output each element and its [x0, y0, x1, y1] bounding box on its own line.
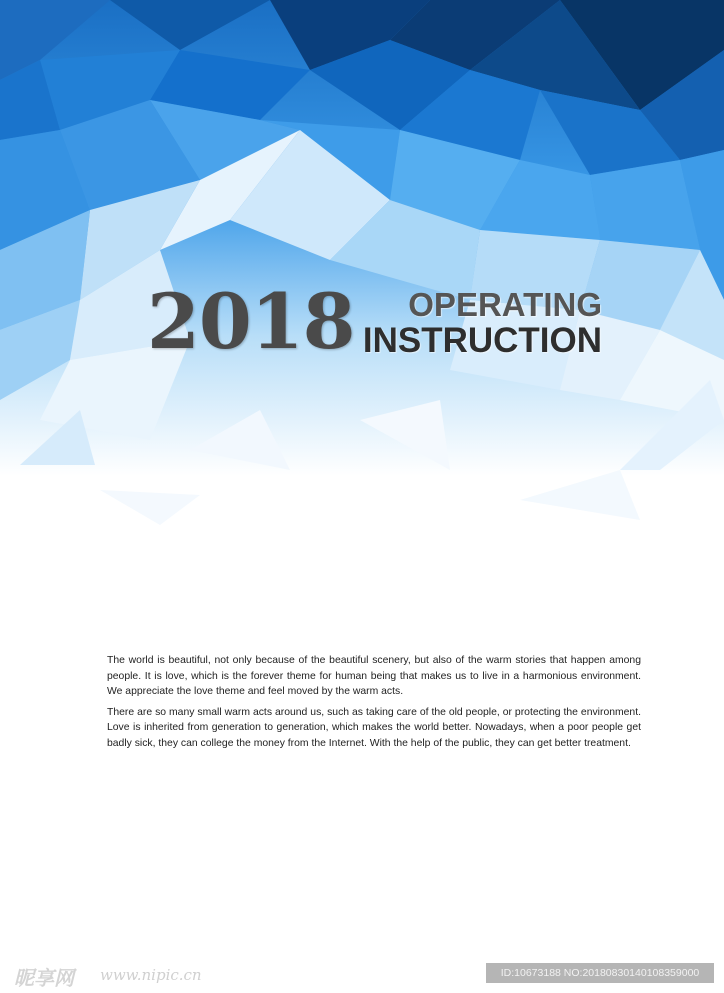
watermark-url: www.nipic.cn [100, 966, 202, 984]
body-paragraph-2: There are so many small warm acts around us, such as taking care of the old people, or protecting the environment. Love is inherited from generation to generation, which makes the world better. Nowadays, when a poor people get badly sick, they can college the money from the Internet. With the help of the public, they can get better treatment. [107, 706, 641, 749]
watermark-id-badge: ID:10673188 NO:20180830140108359000 [486, 963, 714, 983]
cover-year: 2018 [147, 277, 355, 366]
body-paragraph-1: The world is beautiful, not only because of the beautiful scenery, but also of the warm stories that happen among people. It is love, which is the forever theme for human being that makes us to live in a harmonious environment. We appreciate the love theme and feel moved by the warm acts. [107, 655, 641, 698]
cover-title-instruction: INSTRUCTION [362, 321, 602, 360]
body-text [107, 653, 641, 757]
cover-title-operating: OPERATING [408, 286, 602, 323]
watermark-logo: 昵享网 [14, 966, 74, 990]
